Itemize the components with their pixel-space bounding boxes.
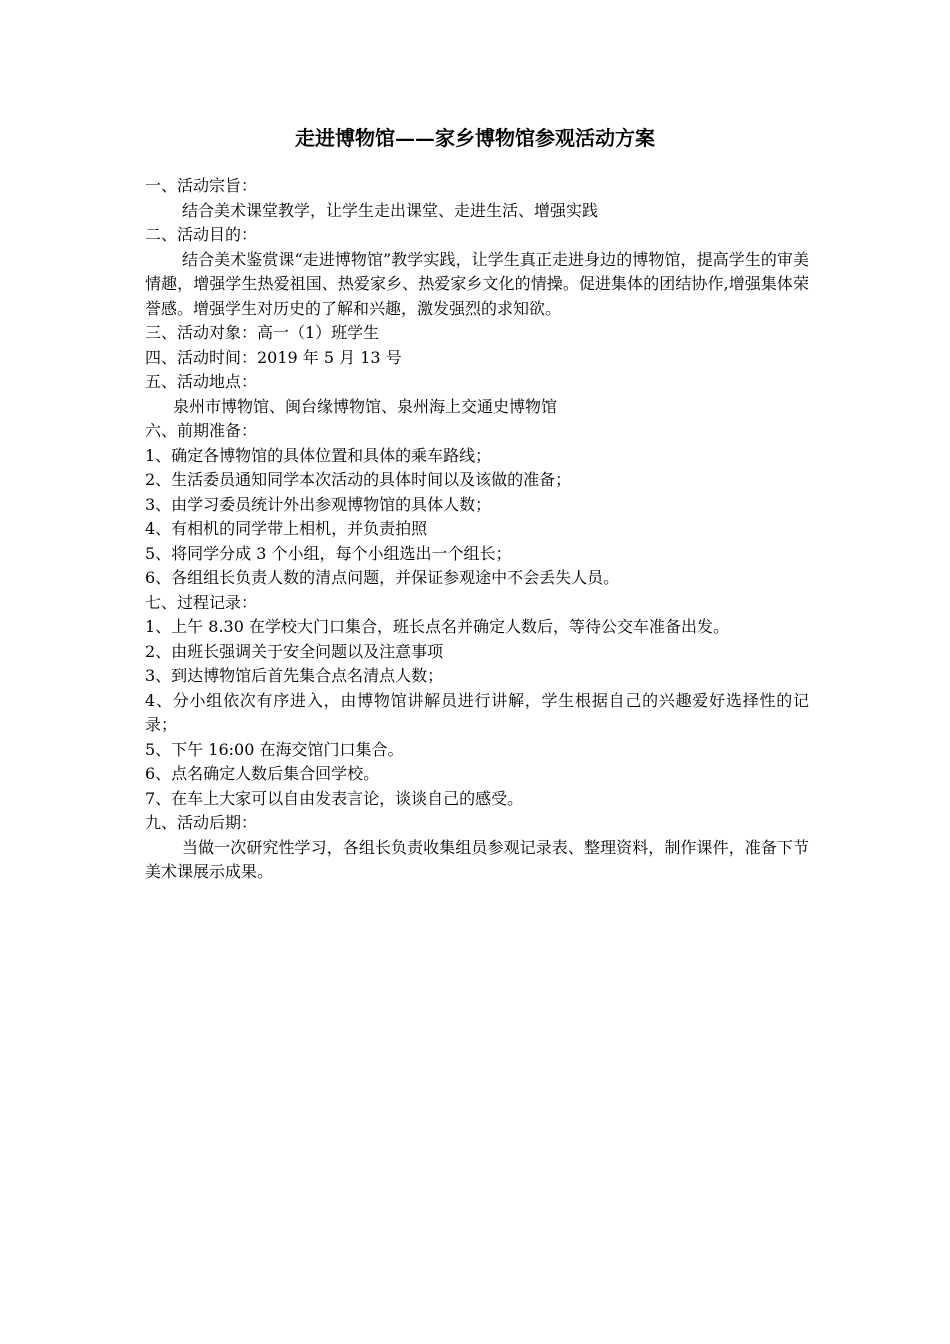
prep-item: 6、各组组长负责人数的清点问题，并保证参观途中不会丢失人员。: [145, 568, 620, 587]
location-text: 泉州市博物馆、闽台缘博物馆、泉州海上交通史博物馆: [173, 396, 558, 416]
prep-item: 5、将同学分成 3 个小组，每个小组选出一个组长；: [145, 543, 512, 563]
prep-item: 3、由学习委员统计外出参观博物馆的具体人数；: [145, 494, 492, 514]
process-item: 1、上午 8.30 在学校大门口集合，班长点名并确定人数后，等待公交车准备出发。: [145, 617, 729, 636]
location-heading: 五、活动地点：: [145, 372, 258, 391]
process-item: 3、到达博物馆后首先集合点名清点人数；: [145, 666, 444, 685]
process-item: 5、下午 16:00 在海交馆门口集合。: [145, 739, 404, 759]
prep-item: 1、确定各博物馆的具体位置和具体的乘车路线；: [145, 445, 492, 465]
process-heading: 七、过程记录：: [145, 592, 258, 612]
process-item: 2、由班长强调关于安全问题以及注意事项: [145, 641, 444, 661]
audience-line: 三、活动对象：高一（1）班学生: [145, 323, 380, 342]
prep-item: 2、生活委员通知同学本次活动的具体时间以及该做的准备；: [145, 470, 572, 489]
prep-item: 4、有相机的同学带上相机，并负责拍照: [145, 519, 428, 538]
process-item: 7、在车上大家可以自由发表言论，谈谈自己的感受。: [145, 788, 524, 808]
document-title: 走进博物馆——家乡博物馆参观活动方案: [295, 126, 655, 150]
process-item: 6、点名确定人数后集合回学校。: [145, 764, 380, 783]
document-body: [145, 174, 809, 885]
followup-text: 当做一次研究性学习，各组长负责收集组员参观记录表、整理资料，制作课件，准备下节美术课展示成果。: [145, 837, 809, 881]
purpose-heading: 一、活动宗旨：: [145, 176, 258, 195]
goal-text: 结合美术鉴赏课“走进博物馆”教学实践，让学生真正走进身边的博物馆，提高学生的审美情趣，增强学生热爱祖国、热爱家乡、热爱家乡文化的情操。促进集体的团结协作,增强集体荣誉感。增强学生对历史的了解和兴趣，激发强烈的求知欲。: [145, 249, 809, 318]
date-line: 四、活动时间：2019 年 5 月 13 号: [145, 347, 402, 367]
process-item: 4、分小组依次有序进入，由博物馆讲解员进行讲解，学生根据自己的兴趣爱好选择性的记录；: [145, 690, 809, 734]
purpose-text: 结合美术课堂教学，让学生走出课堂、走进生活、增强实践: [182, 200, 599, 220]
prep-heading: 六、前期准备：: [145, 421, 258, 440]
followup-heading: 九、活动后期：: [145, 813, 258, 832]
goal-heading: 二、活动目的：: [145, 225, 258, 244]
